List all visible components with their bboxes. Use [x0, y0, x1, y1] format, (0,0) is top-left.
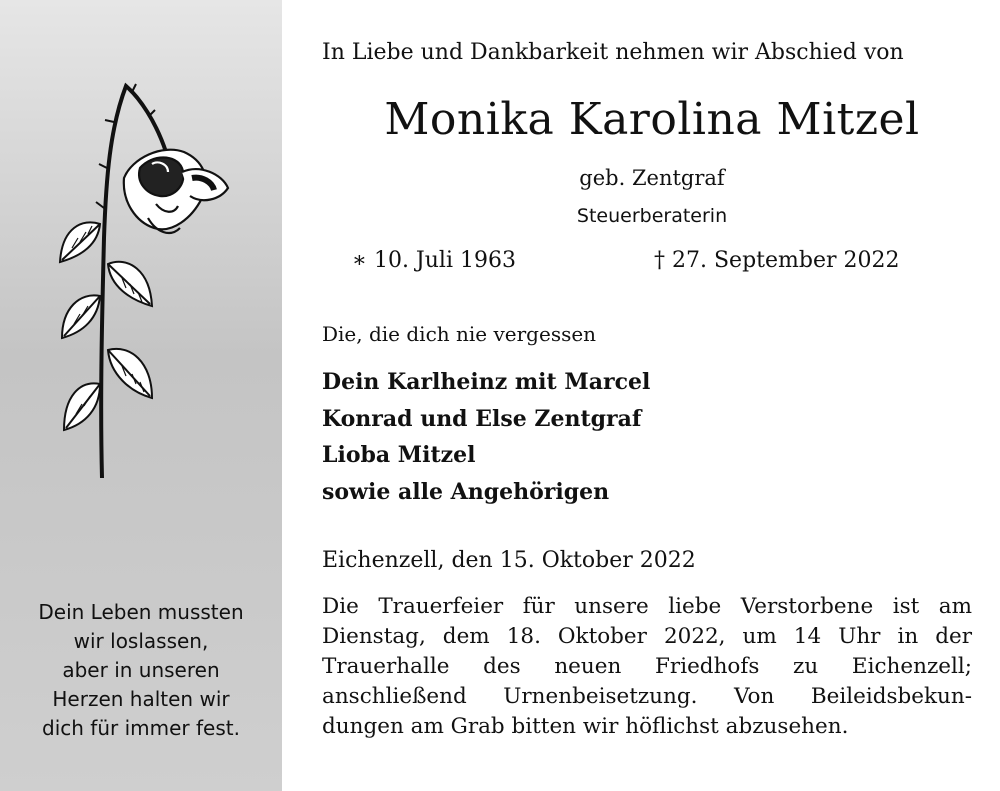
funeral-notice: [322, 592, 972, 742]
quote-line: dich für immer fest.: [42, 716, 240, 740]
quote-line: Dein Leben mussten: [38, 600, 244, 624]
notice-line: dungen am Grab bitten wir höflichst abzusehen.: [322, 714, 849, 739]
mourner-name: Lioba Mitzel: [322, 442, 476, 468]
mourner-name: sowie alle Angehörigen: [322, 478, 610, 505]
notice-line: Trauerhalle des neuen Friedhofs zu Eichenzell;: [322, 654, 972, 679]
rose-illustration: [52, 68, 242, 484]
deceased-name: Monika Karolina Mitzel: [384, 94, 920, 145]
death-date: † 27. September 2022: [654, 248, 900, 273]
farewell-quote: [10, 598, 272, 743]
birth-date: ∗ 10. Juli 1963: [352, 248, 516, 273]
left-panel: [0, 0, 282, 791]
obituary-text: [282, 0, 1000, 791]
profession: Steuerberaterin: [576, 205, 728, 227]
birth-name: geb. Zentgraf: [579, 166, 725, 190]
notice-line: anschließend Urnenbeisetzung. Von Beileidsbekun-: [322, 684, 972, 709]
notice-line: Dienstag, dem 18. Oktober 2022, um 14 Uhr in der: [322, 624, 972, 649]
intro-line: In Liebe und Dankbarkeit nehmen wir Abschied von: [322, 40, 904, 65]
place-date: Eichenzell, den 15. Oktober 2022: [322, 548, 696, 573]
quote-line: Herzen halten wir: [52, 687, 230, 711]
notice-line: Die Trauerfeier für unsere liebe Verstorbene ist am: [322, 594, 972, 619]
mourner-name: Konrad und Else Zentgraf: [322, 405, 642, 432]
quote-line: aber in unseren: [62, 658, 220, 682]
mourners-list: [322, 364, 650, 510]
mourners-intro: Die, die dich nie vergessen: [322, 322, 597, 346]
mourner-name: Dein Karlheinz mit Marcel: [322, 369, 651, 395]
quote-line: wir loslassen,: [73, 629, 209, 653]
